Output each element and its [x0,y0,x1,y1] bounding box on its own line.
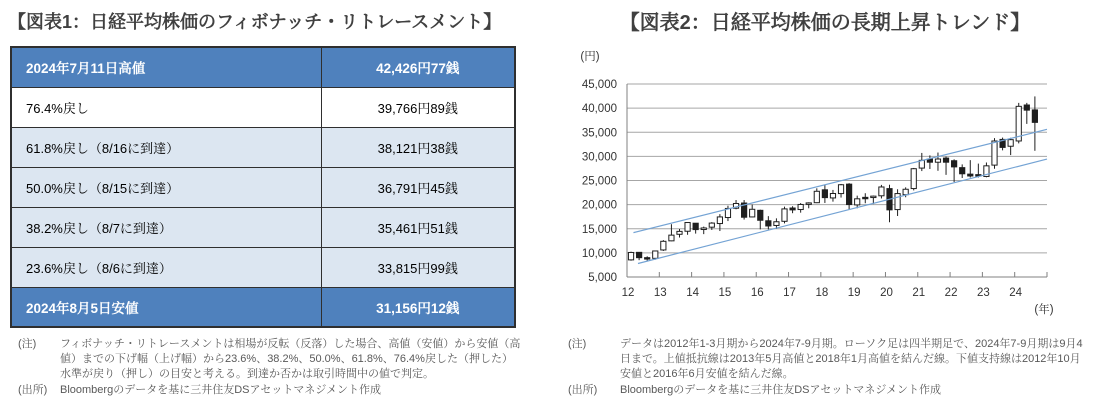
row-value: 39,766円89銭 [321,87,515,127]
candle-body [645,258,650,259]
row-label: 2024年8月5日安値 [11,287,321,327]
tick-label: 14 [686,287,700,299]
fibonacci-table-body [11,47,515,327]
tick-label: 25,000 [581,175,617,188]
figure2-notes [568,337,1088,398]
table-row-high [11,47,515,87]
source-label: (出所) [18,384,48,396]
candle-body [750,209,755,217]
row-label: 61.8%戻し（8/16に到達） [11,127,321,167]
row-label: 76.4%戻し [11,87,321,127]
candle-body [806,203,811,204]
candle-body [701,228,706,230]
candle-body [911,169,916,189]
candle-body [838,185,843,194]
tick-label: 24 [1009,287,1023,299]
candle-body [1032,110,1037,122]
table-row-764 [11,87,515,127]
candle-body [693,223,698,229]
row-label: 2024年7月11日高値 [11,47,321,87]
candle-body [709,223,714,227]
row-label: 38.2%戻し（8/7に到達） [11,207,321,247]
nikkei-chart-area [550,40,1100,330]
note-label: (注) [568,338,587,350]
candle-body [935,159,940,162]
tick-label: 22 [944,287,958,299]
row-value: 42,426円77銭 [321,47,515,87]
tick-label: 18 [815,287,829,299]
row-value: 31,156円12銭 [321,287,515,327]
candle-body [992,141,997,165]
tick-label: 17 [783,287,796,299]
candle-body [669,235,674,241]
table-row-382 [11,207,515,247]
candle-body [895,194,900,210]
candle-body [628,252,633,259]
tick-label: 40,000 [581,103,617,116]
candle-body [847,184,852,204]
candle-body [822,190,827,198]
row-value: 33,815円99銭 [321,247,515,287]
candle-body [717,217,722,224]
tick-label: 13 [653,287,667,299]
row-label: 23.6%戻し（8/6に到達） [11,247,321,287]
candle-body [685,223,690,232]
tick-label: 20,000 [581,199,617,212]
source-label: (出所) [568,384,598,396]
tick-label: 15,000 [581,223,617,236]
candle-body [774,222,779,226]
tick-label: 16 [750,287,764,299]
row-value: 35,461円51銭 [321,207,515,247]
candle-body [879,187,884,196]
tick-label: 10,000 [581,247,617,260]
nikkei-candlestick-chart [550,40,1100,330]
fibonacci-table [10,46,516,328]
table-row-low [11,287,515,327]
candlesticks [628,96,1037,261]
candle-body [814,191,819,202]
tick-label: 15 [718,287,732,299]
tick-label: 5,000 [588,272,617,284]
tick-label: 30,000 [581,151,617,164]
candle-body [871,196,876,197]
figure2-title: 【図表2：日経平均株価の長期上昇トレンド】 [619,12,1031,34]
candle-body [790,208,795,210]
candle-body [637,252,642,257]
tick-label: 35,000 [581,127,617,140]
candle-body [968,174,973,176]
tick-label: (年) [1034,304,1054,316]
row-value: 36,791円45銭 [321,167,515,207]
candle-body [766,221,771,226]
note-text: フィボナッチ・リトレースメントは相場が反転（反落）した場合、高値（安値）から安値（高値）までの下げ幅（上げ幅）から23.6%、38.2%、50.0%、61.8%、76.4%戻した（押した）水準が戻り（押し）の目安と考える。到達か否かは取引時間中の値で判定。 [60,338,521,380]
trend-line [638,159,1047,263]
tick-label: 45,000 [581,79,617,91]
candle-body [943,158,948,162]
candle-body [782,209,787,221]
table-row-618 [11,127,515,167]
source-text: Bloombergのデータを基に三井住友DSアセットマネジメント作成 [60,384,382,396]
candle-body [830,194,835,198]
candle-body [1024,105,1029,110]
trend-lines [633,129,1047,263]
figure1-title: 【図表1：日経平均株価のフィボナッチ・リトレースメント】 [8,12,502,32]
table-row-500 [11,167,515,207]
candle-body [677,231,682,234]
source-text: Bloombergのデータを基に三井住友DSアセットマネジメント作成 [620,384,942,396]
tick-label: 12 [621,287,635,299]
note-label: (注) [18,338,37,350]
tick-label: 20 [880,287,893,299]
tick-label: 19 [847,287,861,299]
candle-body [1008,140,1013,147]
tick-label: (円) [580,51,600,63]
candle-body [863,197,868,198]
table-row-236 [11,247,515,287]
candle-body [952,161,957,167]
figure1-notes [18,337,523,398]
candle-body [855,199,860,205]
row-label: 50.0%戻し（8/15に到達） [11,167,321,207]
tick-label: 23 [976,287,990,299]
candle-body [798,204,803,209]
candle-body [653,251,658,258]
row-value: 38,121円38銭 [321,127,515,167]
candle-body [960,168,965,174]
candle-body [758,210,763,220]
note-text: データは2012年1-3月期から2024年7-9月期。ローソク足は四半期足で、2024年7-9月期は9月4日まで。上値抵抗線は2013年5月高値と2018年1月高値を結んだ線。下値支持線は2012年10月安値と2016年6月安値を結んだ線。 [620,338,1083,380]
candle-body [903,189,908,194]
tick-label: 21 [912,287,926,299]
candle-body [661,241,666,250]
